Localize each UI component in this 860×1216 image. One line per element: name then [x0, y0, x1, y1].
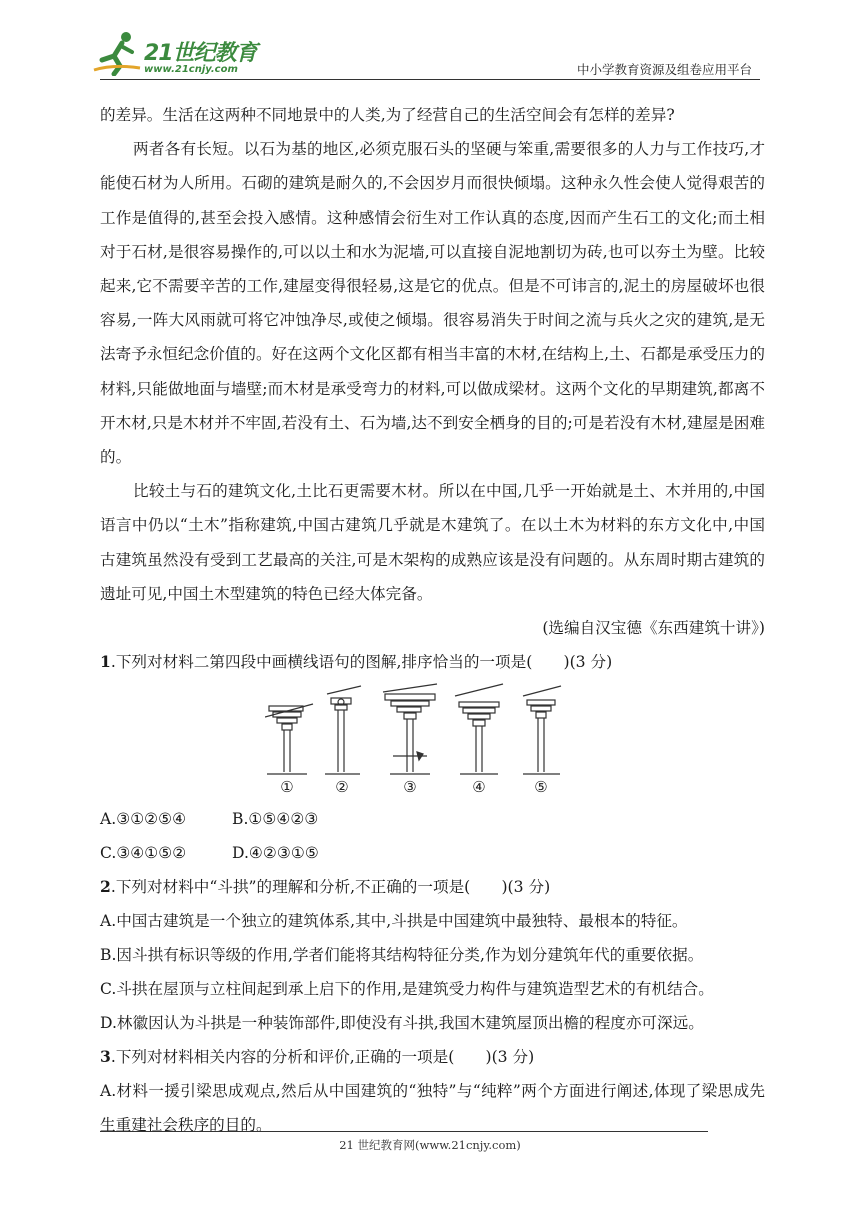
question-3 — [100, 1040, 765, 1074]
question-text: .下列对材料中“斗拱”的理解和分析,不正确的一项是( )(3 分) — [110, 878, 551, 897]
logo-text: 21世纪教育 — [144, 41, 257, 66]
question-text: .下列对材料二第四段中画横线语句的图解,排序恰当的一项是( )(3 分) — [110, 653, 613, 672]
option-a: A.材料一援引梁思成观点,然后从中国建筑的“独特”与“纯粹”两个方面进行阐述,体现了梁思成先生重建社会秩序的目的。 — [100, 1082, 765, 1135]
page-header — [0, 0, 860, 80]
runner-logo-icon — [92, 30, 144, 76]
dougong-4-icon — [455, 684, 503, 796]
logo — [92, 30, 262, 80]
dougong-figure — [100, 682, 765, 802]
figure-label: ④ — [472, 778, 486, 797]
paragraph: 比较土与石的建筑文化,土比石更需要木材。所以在中国,几乎一开始就是土、木并用的,中国语言中仍以“土木”指称建筑,中国古建筑几乎就是木建筑了。在以土木为材料的东方文化中,中国古建筑虽然没有受到工艺最高的关注,可是木架构的成熟应该是没有问题的。从东周时期古建筑的遗址可见,中国土木型建筑的特色已经大体完备。 — [100, 482, 765, 603]
question-1 — [100, 645, 765, 679]
logo-url: www.21cnjy.com — [144, 64, 238, 75]
dougong-5-icon — [523, 686, 561, 796]
source-citation: (选编自汉宝德《东西建筑十讲》) — [542, 619, 765, 638]
question-number: 2 — [100, 877, 111, 897]
option-d: D.林徽因认为斗拱是一种装饰部件,即使没有斗拱,我国木建筑屋顶出檐的程度亦可深远。 — [100, 1014, 704, 1033]
figure-label: ② — [335, 778, 349, 797]
option-row — [100, 836, 765, 870]
document-body — [100, 98, 765, 1142]
dougong-2-icon — [325, 686, 361, 796]
paragraph: 的差异。生活在这两种不同地景中的人类,为了经营自己的生活空间会有怎样的差异? — [100, 106, 675, 124]
dougong-diagram — [265, 682, 605, 802]
footer-divider — [100, 1131, 708, 1132]
question-number: 3 — [100, 1047, 111, 1067]
option-a: A.中国古建筑是一个独立的建筑体系,其中,斗拱是中国建筑中最独特、最根本的特征。 — [100, 912, 688, 931]
figure-label: ① — [280, 778, 294, 797]
dougong-1-icon — [265, 704, 313, 796]
question-number: 1 — [100, 652, 111, 672]
option-b: B.因斗拱有标识等级的作用,学者们能将其结构特征分类,作为划分建筑年代的重要依据。 — [100, 946, 704, 965]
figure-label: ⑤ — [534, 778, 548, 797]
header-divider — [100, 79, 760, 80]
question-2 — [100, 870, 765, 904]
option-b: B.①⑤④②③ — [232, 810, 319, 829]
option-c: C.③④①⑤② — [100, 844, 187, 863]
figure-label: ③ — [403, 778, 417, 797]
page-footer: 21 世纪教育网(www.21cnjy.com) — [339, 1138, 521, 1152]
platform-title: 中小学教育资源及组卷应用平台 — [576, 62, 752, 77]
option-a: A.③①②⑤④ — [100, 810, 187, 829]
question-text: .下列对材料相关内容的分析和评价,正确的一项是( )(3 分) — [110, 1048, 535, 1067]
option-d: D.④②③①⑤ — [232, 844, 319, 863]
paragraph: 两者各有长短。以石为基的地区,必须克服石头的坚硬与笨重,需要很多的人力与工作技巧,才能使石材为人所用。石砌的建筑是耐久的,不会因岁月而很快倾塌。这种永久性会使人觉得艰苦的工作是值得的,甚至会投入感情。这种感情会衍生对工作认真的态度,因而产生石工的文化;而土相对于石材,是很容易操作的,可以以土和水为泥墙,可以直接自泥地割切为砖,也可以夯土为壁。比较起来,它不需要辛苦的工作,建屋变得很轻易,这是它的优点。但是不可讳言的,泥土的房屋破坏也很容易,一阵大风雨就可将它冲蚀净尽,或使之倾塌。很容易消失于时间之流与兵火之灾的建筑,是无法寄予永恒纪念价值的。好在这两个文化区都有相当丰富的木材,在结构上,土、石都是承受压力的材料,只能做地面与墙壁;而木材是承受弯力的材料,可以做成梁材。这两个文化的早期建筑,都离不开木材,只是木材并不牢固,若没有土、石为墙,达不到安全栖身的目的;可是若没有木材,建屋是困难的。 — [100, 140, 765, 467]
option-c: C.斗拱在屋顶与立柱间起到承上启下的作用,是建筑受力构件与建筑造型艺术的有机结合。 — [100, 980, 714, 999]
dougong-3-icon — [383, 684, 437, 796]
option-row — [100, 802, 765, 836]
